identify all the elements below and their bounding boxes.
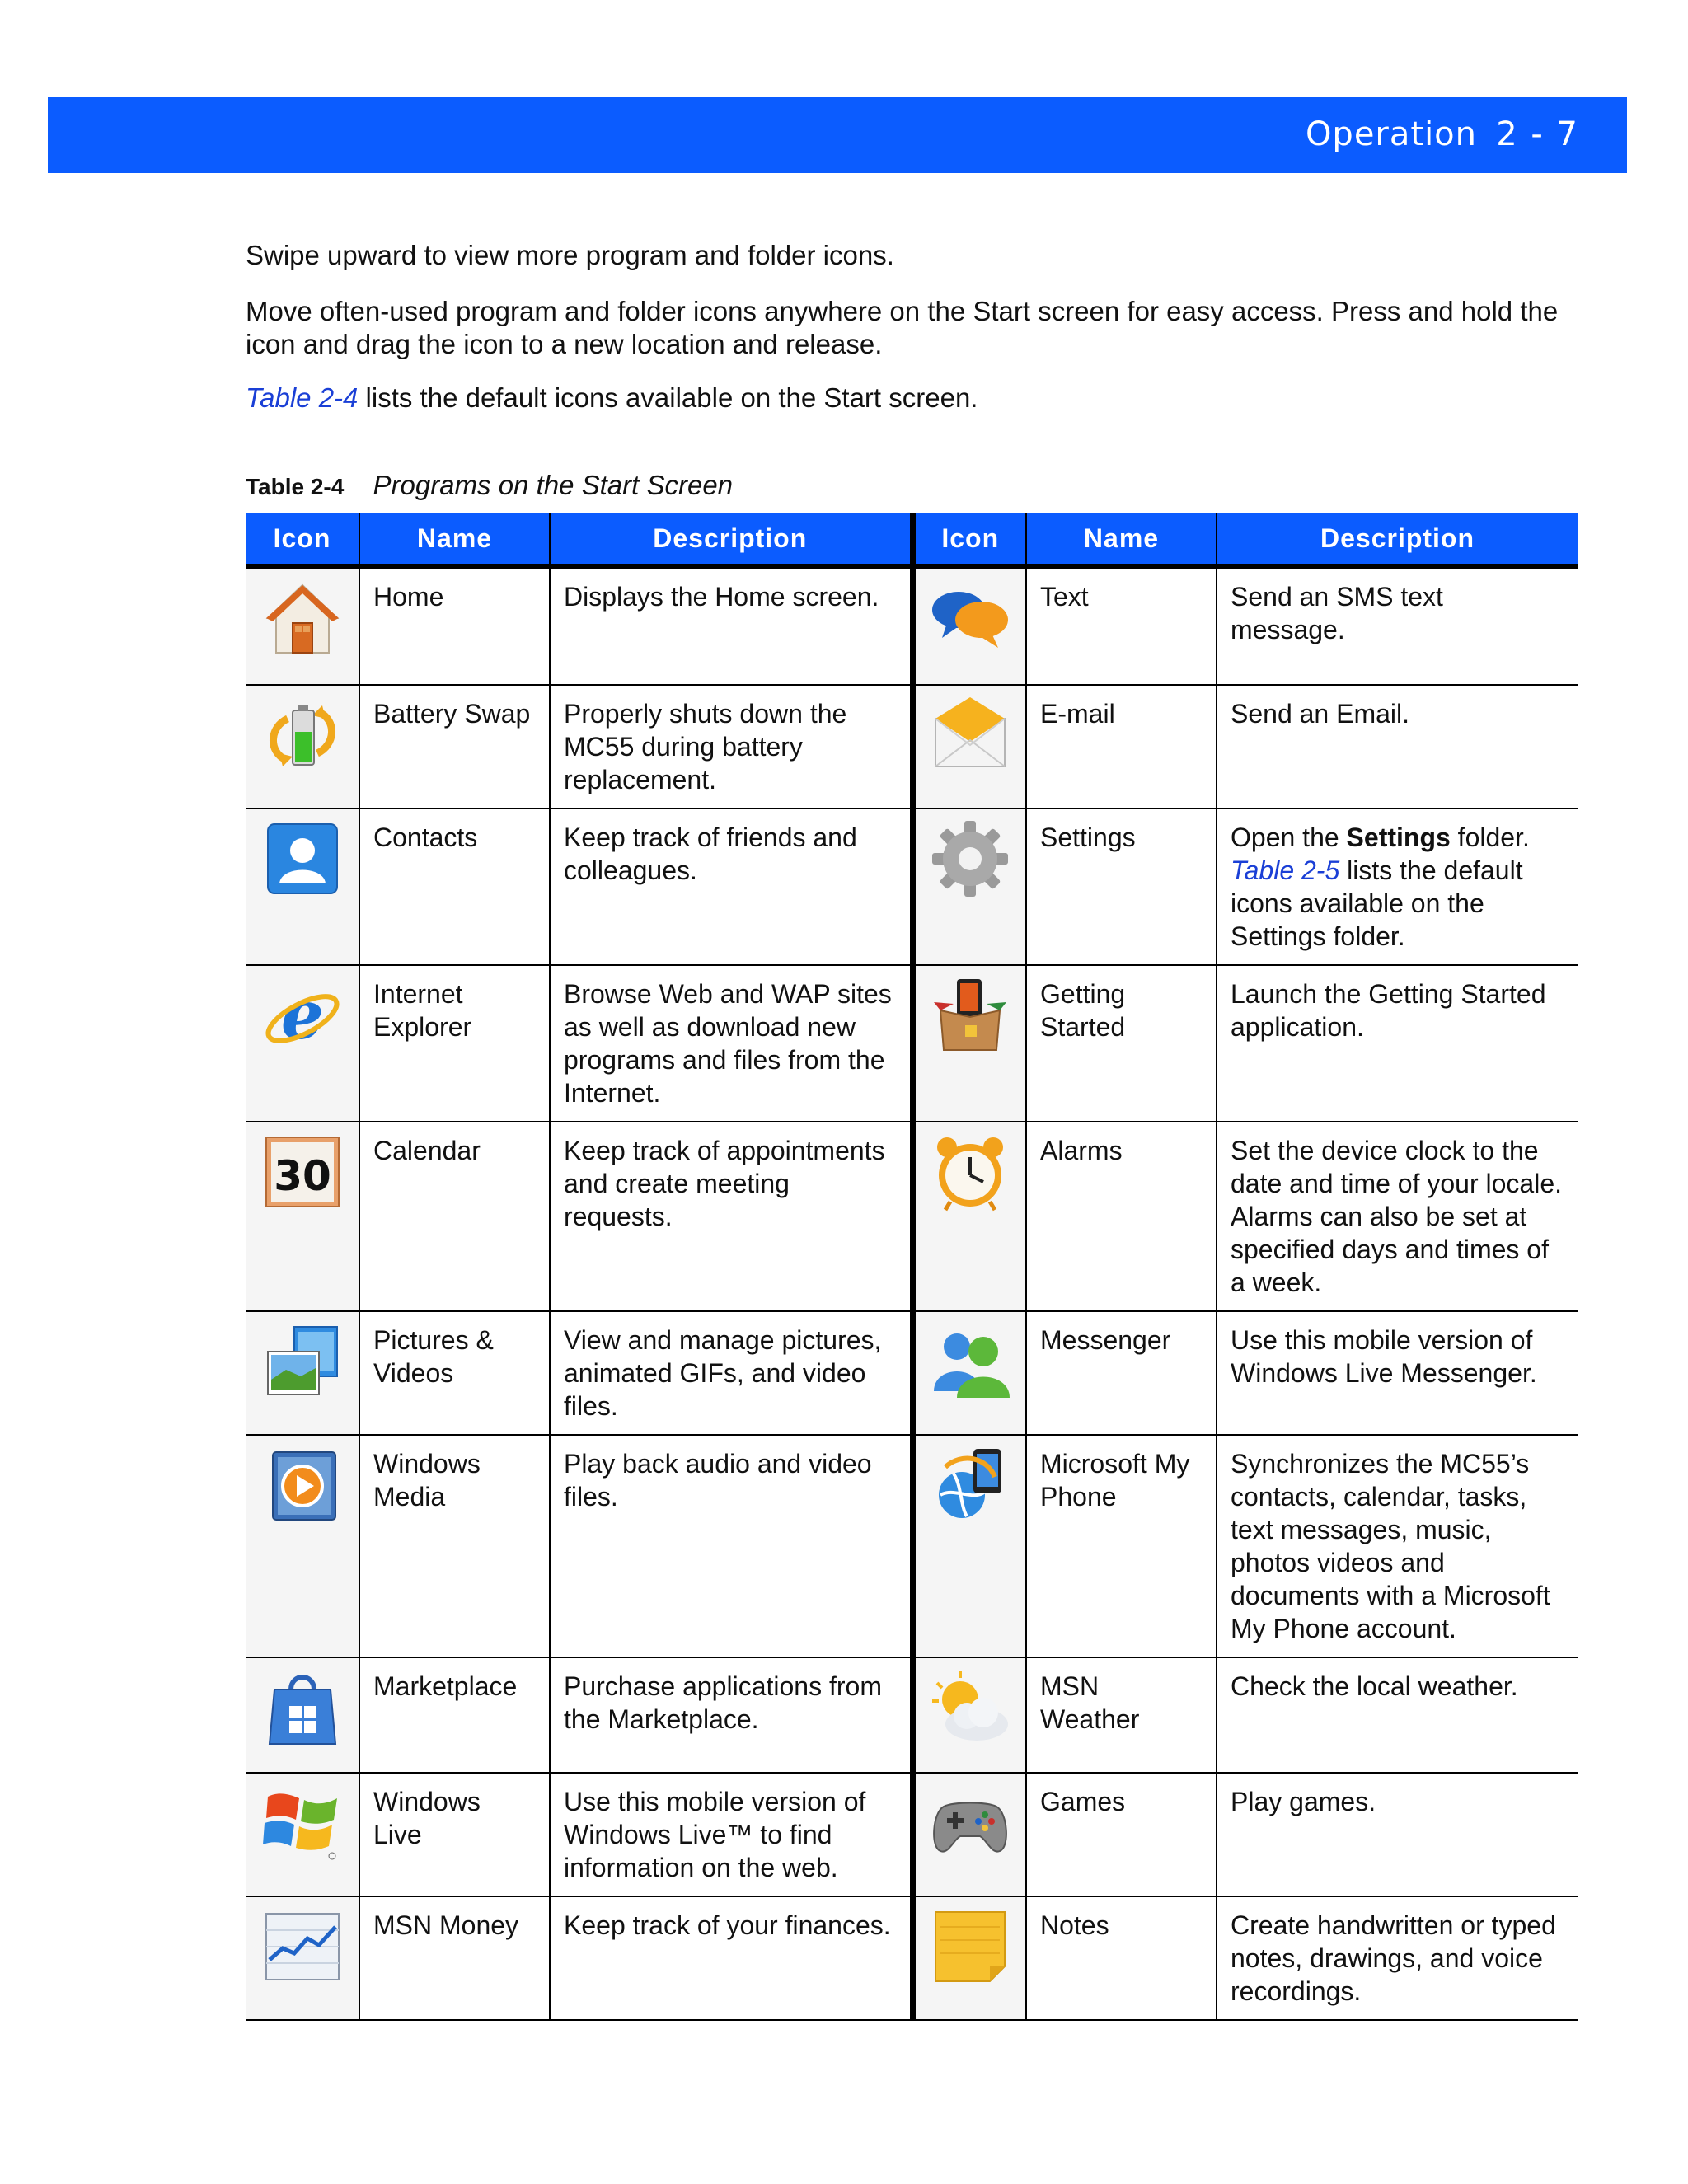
text-message-icon (929, 577, 1011, 659)
program-name: Calendar (359, 1122, 550, 1311)
settings-desc-bold: Settings (1346, 823, 1451, 852)
program-description: Properly shuts down the MC55 during battery replacement. (550, 685, 912, 808)
programs-table (246, 513, 1578, 2021)
table-header-row (246, 513, 1578, 566)
program-description: Keep track of appointments and create meeting requests. (550, 1122, 912, 1311)
alarm-clock-icon (929, 1131, 1011, 1213)
table-row (246, 566, 1578, 685)
notes-icon (929, 1905, 1011, 1988)
column-header-description: Description (550, 513, 912, 566)
table-row (246, 1311, 1578, 1435)
table-row (246, 1435, 1578, 1657)
program-description: Keep track of your finances. (550, 1896, 912, 2020)
program-name: Windows Media (359, 1435, 550, 1657)
table-2-4-link[interactable]: Table 2-4 (246, 382, 359, 413)
program-name: MSN Money (359, 1896, 550, 2020)
program-name: Battery Swap (359, 685, 550, 808)
intro-paragraph-2: Move often-used program and folder icons anywhere on the Start screen for easy access. Press and hold the icon and drag the icon to a new location and release. (246, 296, 1559, 359)
table-row (246, 1122, 1578, 1311)
my-phone-icon (929, 1444, 1011, 1526)
table-caption (246, 470, 733, 501)
table-row (246, 1773, 1578, 1896)
program-name: Alarms (1026, 1122, 1217, 1311)
page-number: 2 - 7 (1496, 115, 1579, 153)
program-name: Contacts (359, 808, 550, 965)
battery-swap-icon (261, 694, 344, 776)
table-2-5-link[interactable]: Table 2-5 (1231, 855, 1340, 885)
program-description: Play back audio and video files. (550, 1435, 912, 1657)
settings-desc-post: lists the default icons available on the Settings folder. (1231, 855, 1523, 951)
program-description: Use this mobile version of Windows Live™ to find information on the web. (550, 1773, 912, 1896)
intro-paragraph-1: Swipe upward to view more program and folder icons. (246, 240, 894, 270)
messenger-icon (929, 1320, 1011, 1403)
settings-desc-mid: folder. (1450, 823, 1530, 852)
program-description: Send an Email. (1217, 685, 1578, 808)
program-name: Home (359, 566, 550, 685)
program-description: Synchronizes the MC55’s contacts, calendar, tasks, text messages, music, photos videos and documents with a Microsoft My Phone account. (1217, 1435, 1578, 1657)
program-name: MSN Weather (1026, 1657, 1217, 1773)
program-name: Text (1026, 566, 1217, 685)
contacts-icon (261, 818, 344, 900)
table-row (246, 808, 1578, 965)
windows-media-icon (261, 1444, 344, 1526)
program-description: Use this mobile version of Windows Live Messenger. (1217, 1311, 1578, 1435)
marketplace-icon (261, 1666, 344, 1749)
msn-money-icon (261, 1905, 344, 1988)
windows-live-icon (261, 1782, 344, 1864)
program-description: Play games. (1217, 1773, 1578, 1896)
program-name: Notes (1026, 1896, 1217, 2020)
program-description: View and manage pictures, animated GIFs, and video files. (550, 1311, 912, 1435)
getting-started-icon (929, 974, 1011, 1057)
games-controller-icon (929, 1782, 1011, 1864)
svg-text:e: e (280, 976, 324, 1055)
calendar-icon-number: 30 (273, 1152, 331, 1200)
email-icon (929, 694, 1011, 776)
table-row (246, 1896, 1578, 2020)
program-description: Check the local weather. (1217, 1657, 1578, 1773)
program-description: Browse Web and WAP sites as well as download new programs and files from the Internet. (550, 965, 912, 1122)
internet-explorer-icon (261, 974, 344, 1057)
program-name: E-mail (1026, 685, 1217, 808)
program-name: Messenger (1026, 1311, 1217, 1435)
program-description: Launch the Getting Started application. (1217, 965, 1578, 1122)
program-description: Set the device clock to the date and time of your locale. Alarms can also be set at specified days and times of a week. (1217, 1122, 1578, 1311)
column-header-name-2: Name (1026, 513, 1217, 566)
settings-gear-icon (929, 818, 1011, 900)
section-title: Operation (1305, 115, 1477, 153)
program-description: Keep track of friends and colleagues. (550, 808, 912, 965)
table-row (246, 685, 1578, 808)
weather-icon (929, 1666, 1011, 1749)
program-description: Displays the Home screen. (550, 566, 912, 685)
program-name: Settings (1026, 808, 1217, 965)
table-caption-number: Table 2-4 (246, 474, 345, 499)
pictures-videos-icon (261, 1320, 344, 1403)
program-name: Getting Started (1026, 965, 1217, 1122)
program-description: Purchase applications from the Marketplace. (550, 1657, 912, 1773)
column-header-description-2: Description (1217, 513, 1578, 566)
program-name: Windows Live (359, 1773, 550, 1896)
column-header-icon-2: Icon (912, 513, 1026, 566)
column-header-name: Name (359, 513, 550, 566)
program-description: Send an SMS text message. (1217, 566, 1578, 685)
table-row (246, 1657, 1578, 1773)
program-description: Create handwritten or typed notes, drawings, and voice recordings. (1217, 1896, 1578, 2020)
program-name: Internet Explorer (359, 965, 550, 1122)
settings-desc-pre: Open the (1231, 823, 1347, 852)
program-description (1217, 808, 1578, 965)
program-name: Marketplace (359, 1657, 550, 1773)
program-name: Games (1026, 1773, 1217, 1896)
table-row (246, 965, 1578, 1122)
calendar-icon (261, 1131, 344, 1213)
program-name: Microsoft My Phone (1026, 1435, 1217, 1657)
intro-paragraph-3 (246, 382, 1581, 415)
table-caption-title: Programs on the Start Screen (373, 470, 734, 500)
intro-paragraph-3-text: lists the default icons available on the Start screen. (358, 382, 978, 413)
page-header-bar (48, 97, 1627, 173)
home-icon (261, 577, 344, 659)
program-name: Pictures & Videos (359, 1311, 550, 1435)
column-header-icon: Icon (246, 513, 359, 566)
